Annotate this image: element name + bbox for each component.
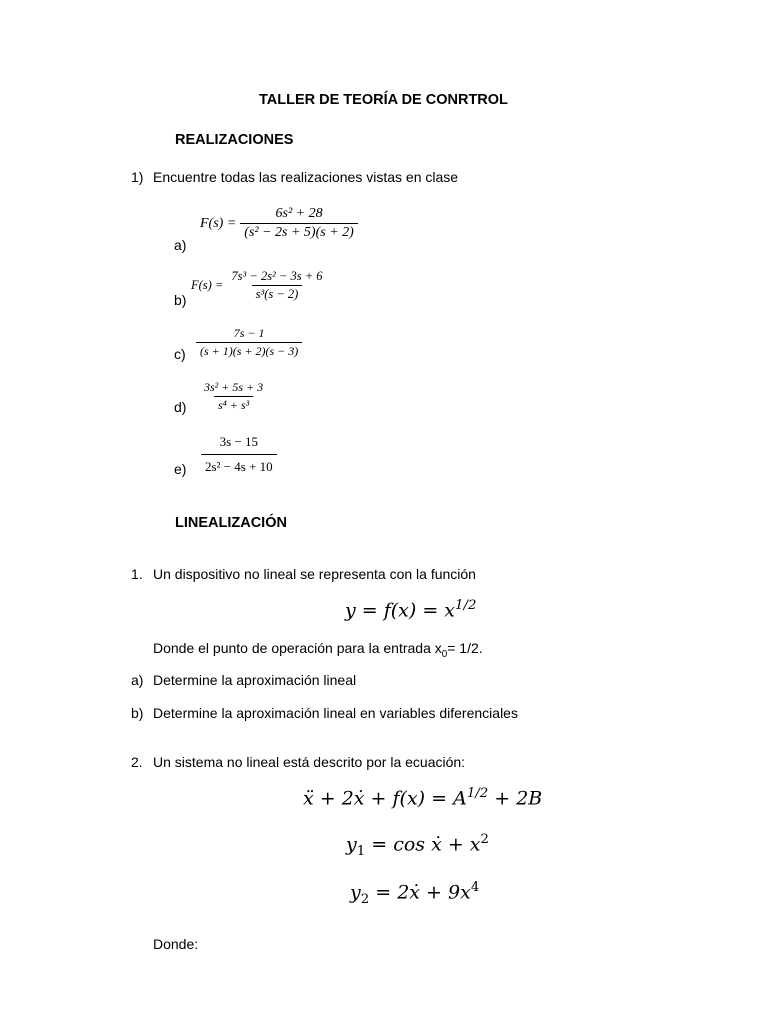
item-c-formula: [196, 326, 302, 359]
equation-1-exponent: 1/2: [455, 598, 477, 613]
equation-4-y: y: [350, 881, 361, 904]
equation-3-subscript: 1: [356, 844, 366, 860]
item-b-label: b): [174, 292, 187, 308]
item-c-numerator: 7s − 1: [233, 326, 265, 340]
subq-a-text: Determine la aproximación lineal: [153, 672, 357, 688]
equation-4-exponent: 4: [470, 880, 480, 895]
question-1-text: Encuentre todas las realizaciones vistas en clase: [153, 169, 459, 185]
problem-1-number: 1.: [131, 566, 143, 582]
operating-point-subscript: 0: [441, 648, 448, 660]
equation-2-left: ẍ + 2ẋ + f(x) = A: [303, 787, 467, 810]
item-b-prefix: F(s) =: [191, 278, 224, 292]
item-e-label: e): [174, 461, 187, 477]
operating-point-text-a: Donde el punto de operación para la entrada x: [153, 640, 442, 656]
problem-2-text: Un sistema no lineal está descrito por la ecuación:: [153, 754, 466, 770]
subq-b-label: b): [131, 705, 144, 721]
item-a-prefix: F(s) =: [200, 215, 237, 231]
item-b-denominator: s³(s − 2): [252, 285, 303, 302]
donde-label: Donde:: [153, 936, 199, 952]
item-d-denominator: s⁴ + s³: [214, 396, 253, 413]
operating-point-text: [153, 640, 483, 660]
item-e-denominator: 2s² − 4s + 10: [201, 454, 277, 475]
item-e-numerator: 3s − 15: [219, 434, 259, 449]
problem-2-number: 2.: [131, 754, 143, 770]
problem-1-text: Un dispositivo no lineal se representa con la función: [153, 566, 476, 582]
item-a-formula: [200, 206, 358, 241]
item-a-numerator: 6s² + 28: [275, 206, 323, 221]
item-c-label: c): [174, 346, 186, 362]
question-1-number: 1): [131, 169, 144, 185]
item-a-denominator: (s² − 2s + 5)(s + 2): [240, 223, 358, 241]
item-d-label: d): [174, 399, 187, 415]
equation-3-rest: = cos ẋ + x: [365, 833, 481, 856]
equation-3: [346, 832, 489, 859]
equation-2-exponent: 1/2: [466, 786, 489, 801]
section-heading-realizaciones: REALIZACIONES: [175, 132, 294, 148]
item-e-formula: [201, 434, 277, 475]
subq-a-label: a): [131, 672, 144, 688]
equation-4-subscript: 2: [360, 892, 370, 908]
equation-1: [345, 598, 476, 621]
item-c-denominator: (s + 1)(s + 2)(s − 3): [196, 342, 302, 359]
equation-3-exponent: 2: [480, 832, 489, 847]
item-a-label: a): [174, 237, 187, 253]
equation-4-rest: = 2ẋ + 9x: [369, 881, 471, 904]
section-heading-linealizacion: LINEALIZACIÓN: [175, 515, 287, 531]
item-b-numerator: 7s³ − 2s² − 3s + 6: [231, 269, 323, 283]
subq-b-text: Determine la aproximación lineal en variables diferenciales: [153, 705, 518, 721]
document-title: TALLER DE TEORÍA DE CONRTROL: [259, 92, 508, 108]
equation-1-main: y = f(x) = x: [345, 599, 456, 622]
item-d-formula: [200, 380, 267, 413]
equation-4: [350, 880, 479, 907]
operating-point-text-b: = 1/2.: [447, 640, 483, 656]
item-d-numerator: 3s² + 5s + 3: [204, 380, 264, 394]
item-b-formula: [191, 269, 327, 302]
equation-2: [303, 786, 542, 809]
equation-3-y: y: [346, 833, 357, 856]
equation-2-right: + 2B: [488, 787, 543, 810]
